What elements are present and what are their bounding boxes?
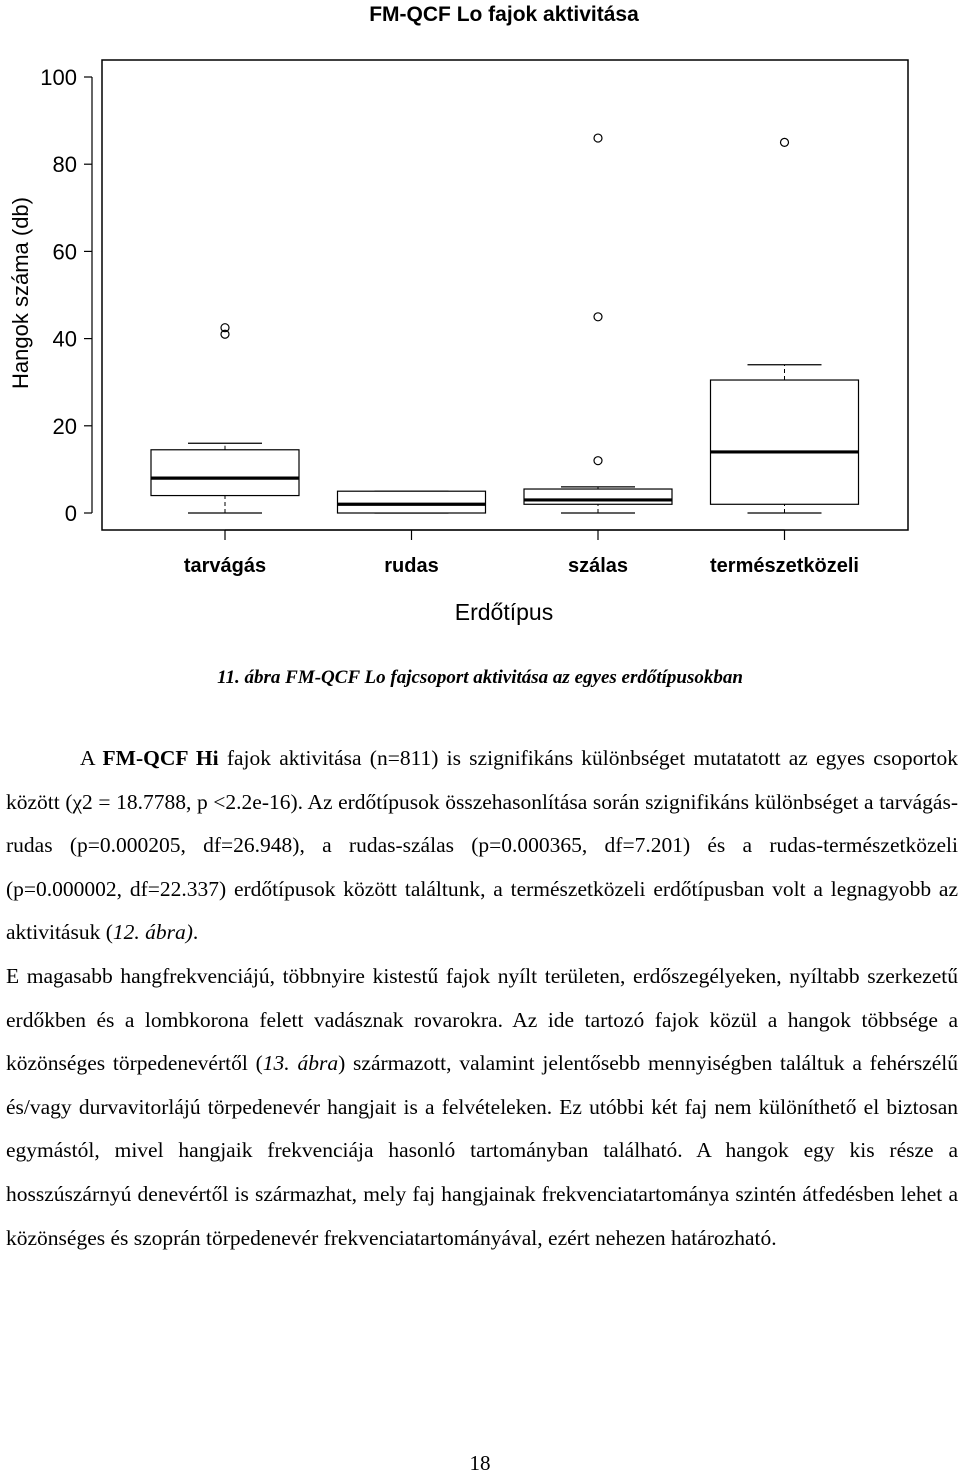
box-1 xyxy=(151,324,299,513)
y-tick-label: 0 xyxy=(64,501,77,526)
x-tick-label: tarvágás xyxy=(183,555,267,577)
x-tick-label: természetközeli xyxy=(710,555,859,577)
iqr-box xyxy=(151,450,299,496)
p1-text-c: fajok aktivitása (n=811) is szignifikáns különbséget mutatatott az egyes csoportok között (χ2 = 18.7788, p <2.2e-16). Az erdőtípusok összehasonlítása során szignifikáns különbséget a tarvágás-rudas (p=0.000205, df=26.948), a rudas-szálas (p=0.000365, df=7.201) és a rudas-természetközeli (p=0.000002, df=22.337) erdőtípusok között találtunk, a természetközeli erdőtípusban volt a legnagyobb az aktivitásuk ( xyxy=(6,746,958,945)
p2-text-c: ) származott, valamint jelentősebb mennyiségben találtuk a fehérszélű és/vagy durvavitorlájú törpedenevér hangjait is a felvételeken. Ez utóbbi két faj nem különíthető el biztosan egymástól, mivel hangjaik frekvenciája hasonló tartományban található. A hangok egy kis része a hosszúszárnyú denevértől is származhat, mely faj hangjainak frekvenciatartománya szintén átfedésben lehet a közönséges és szoprán törpedenevér frekvenciatartományával, ezért nehezen határozható. xyxy=(6,1051,958,1250)
chart-title: FM-QCF Lo fajok aktivitása xyxy=(369,3,639,26)
p1-figure-ref: 12. ábra) xyxy=(112,920,193,945)
paragraph-2 xyxy=(6,955,958,1260)
boxes xyxy=(151,134,859,513)
outlier-point xyxy=(781,138,789,146)
p1-bold-term: FM-QCF Hi xyxy=(102,746,219,770)
outlier-point xyxy=(594,134,602,142)
p2-text-a: E magasabb hangfrekvenciájú, többnyire kistestű fajok nyílt területen, erdőszegélyeken, nyíltabb szerkezetű erdőkben és a lombkorona felett vadásznak rovarokra. Az ide tartozó fajok közül a hangok többsége a közönséges törpedenevértől ( xyxy=(6,963,958,1076)
x-axis xyxy=(184,530,859,577)
y-tick-label: 100 xyxy=(40,65,77,90)
y-tick-label: 40 xyxy=(52,326,77,352)
y-tick-label: 80 xyxy=(52,152,77,178)
box-4 xyxy=(711,138,859,513)
y-tick-label: 20 xyxy=(52,413,77,439)
x-tick-label: szálas xyxy=(567,555,629,577)
outlier-point xyxy=(594,313,602,321)
outlier-point xyxy=(594,457,602,465)
paragraph-1 xyxy=(6,737,958,955)
p1-text-a: A xyxy=(80,746,103,770)
body-text xyxy=(6,737,958,1260)
y-axis-label: Hangok száma (db) xyxy=(8,197,33,389)
page-number: 18 xyxy=(469,1451,491,1475)
iqr-box xyxy=(524,489,672,504)
y-axis xyxy=(40,65,92,526)
box-3 xyxy=(524,134,672,513)
figure-caption: 11. ábra FM-QCF Lo fajcsoport aktivitása az egyes erdőtípusokban xyxy=(217,667,743,688)
box-2 xyxy=(338,491,486,513)
x-axis-label: Erdőtípus xyxy=(454,599,554,625)
iqr-box xyxy=(711,380,859,504)
x-tick-label: rudas xyxy=(384,555,439,577)
y-tick-label: 60 xyxy=(52,239,77,265)
p1-text-e: . xyxy=(192,920,199,945)
boxplot-chart xyxy=(0,0,960,640)
p2-figure-ref: 13. ábra xyxy=(262,1051,339,1076)
iqr-box xyxy=(338,491,486,513)
